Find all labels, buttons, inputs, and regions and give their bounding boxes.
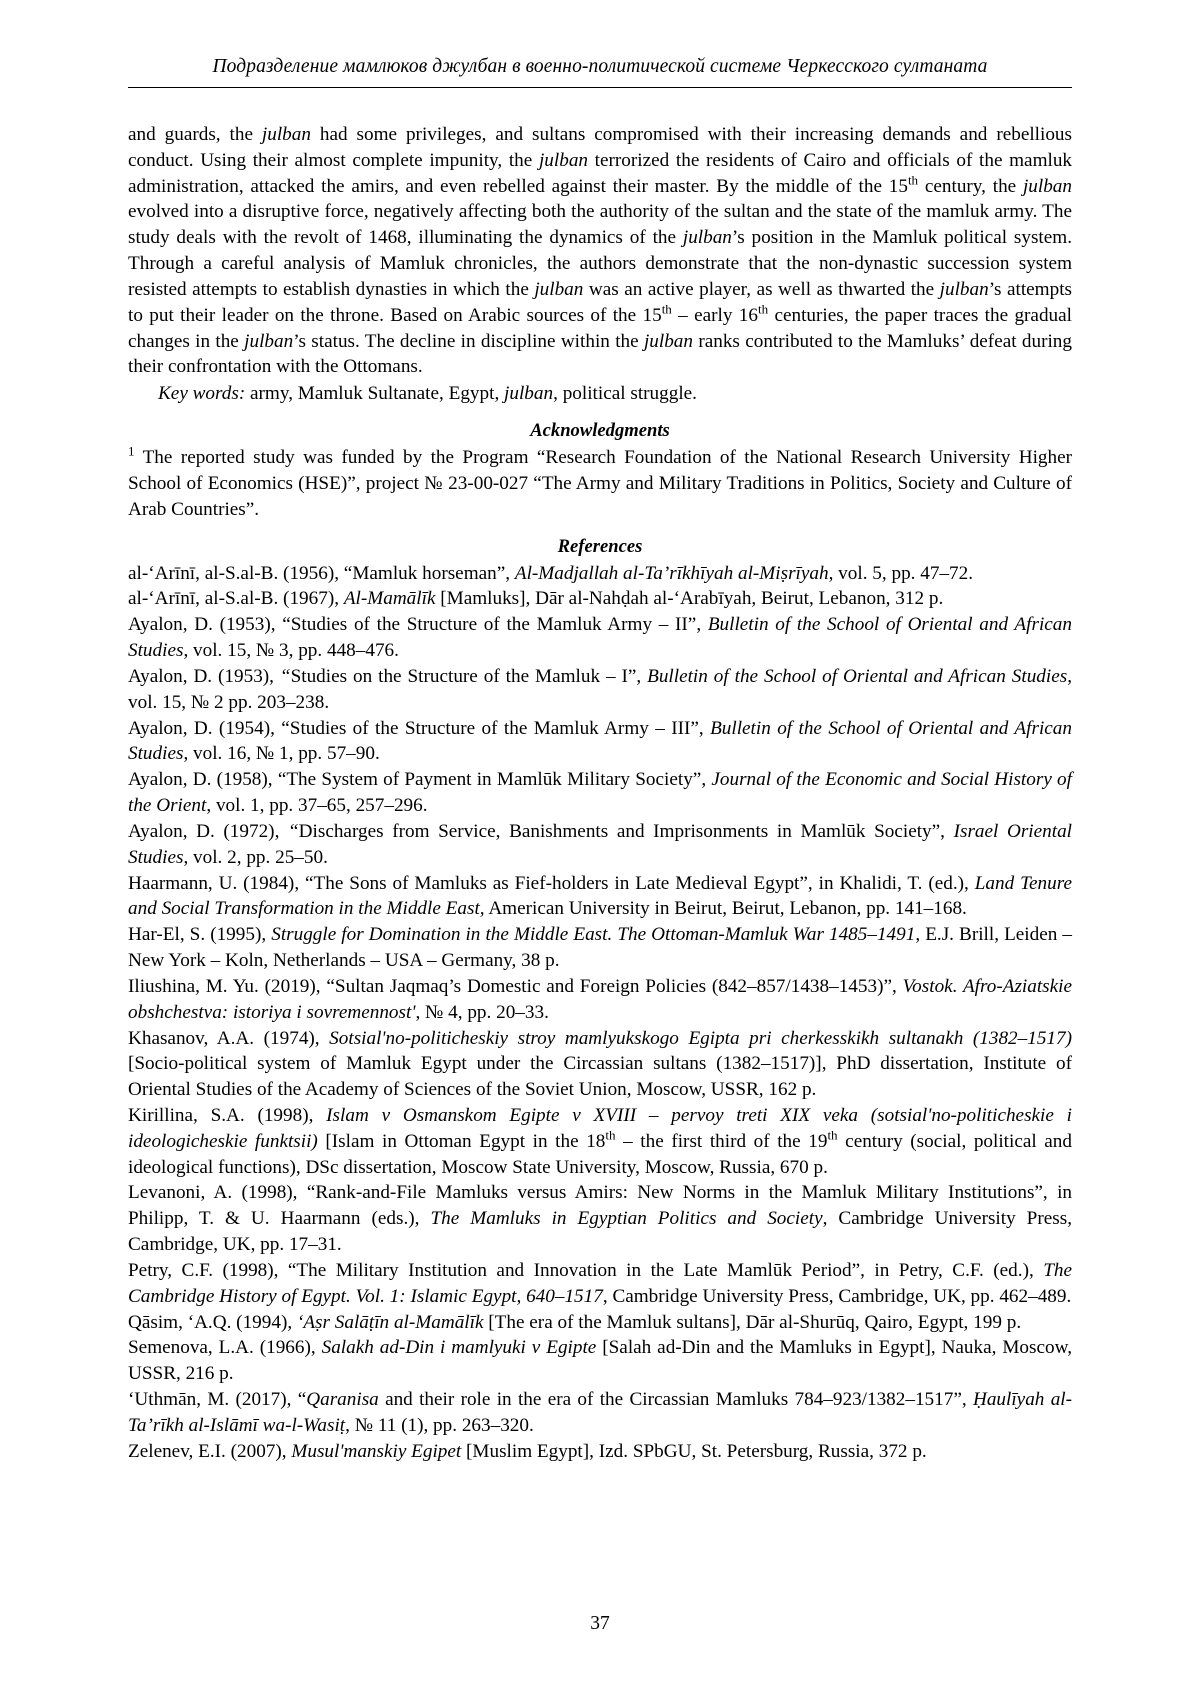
reference-item: Ayalon, D. (1958), “The System of Payment in Mamlūk Military Society”, Journal of the Economic and Social History of the Orient, vol. 1, pp. 37–65, 257–296.	[128, 769, 1072, 817]
reference-item: Levanoni, A. (1998), “Rank-and-File Mamluks versus Amirs: New Norms in the Mamluk Military Institutions”, in Philipp, T. & U. Haarmann (eds.), The Mamluks in Egyptian Politics and Society, Cambridge University Press, Cambridge, UK, pp. 17–31.	[128, 1182, 1072, 1256]
acknowledgments-note: $^1$ The reported study was funded by the Program “Research Foundation of the National Research University Higher School of Economics (HSE)”, project № 23-00-027 “The Army and Military Traditions in Politics, Society and Culture of Arab Countries”.	[128, 443, 1072, 520]
keywords-line: Key words: army, Mamluk Sultanate, Egypt, julban, political struggle.	[158, 383, 697, 405]
reference-item: Zelenev, E.I. (2007), Musul'manskiy Egipet [Muslim Egypt], Izd. SPbGU, St. Petersburg, Russia, 372 p.	[128, 1440, 927, 1462]
reference-item: Ayalon, D. (1954), “Studies of the Structure of the Mamluk Army – III”, Bulletin of the School of Oriental and African Studies, vol. 16, № 1, pp. 57–90.	[128, 717, 1072, 765]
reference-item: Petry, C.F. (1998), “The Military Institution and Innovation in the Late Mamlūk Period”, in Petry, C.F. (ed.), The Cambridge History of Egypt. Vol. 1: Islamic Egypt, 640–1517, Cambridge University Press, Cambridge, UK, pp. 462–489.	[128, 1259, 1072, 1307]
reference-item: al-‘Arīnī, al-S.al-B. (1967), Al-Mamālīk [Mamluks], Dār al-Nahḍah al-‘Arabīyah, Beirut, Lebanon, 312 p.	[128, 588, 944, 610]
abstract-paragraph: and guards, the julban had some privileges, and sultans compromised with their increasing demands and rebellious conduct. Using their almost complete impunity, the julban terrorized the residents of Cairo and officials of the mamluk administration, attacked the amirs, and even rebelled against their master. By the middle of the 15th century, the julban evolved into a disruptive force, negatively affecting both the authority of the sultan and the state of the mamluk army. The study deals with the revolt of 1468, illuminating the dynamics of the julban’s position in the Mamluk political system. Through a careful analysis of Mamluk chronicles, the authors demonstrate that the non-dynastic succession system resisted attempts to establish dynasties in which the julban was an active player, as well as thwarted the julban’s attempts to put their leader on the throne. Based on Arabic sources of the 15th – early 16th centuries, the paper traces the gradual changes in the julban’s status. The decline in discipline within the julban ranks contributed to the Mamluks’ defeat during their confrontation with the Ottomans.	[128, 124, 1073, 378]
running-head: Подразделение мамлюков джулбан в военно-политической системе Черкесского султаната	[128, 56, 1072, 88]
reference-item: Ayalon, D. (1953), “Studies of the Structure of the Mamluk Army – II”, Bulletin of the School of Oriental and African Studies, vol. 15, № 3, pp. 448–476.	[128, 614, 1072, 662]
references-list	[128, 561, 1072, 1465]
page-number: 37	[590, 1613, 610, 1634]
references-heading: References	[557, 535, 643, 557]
reference-item: Qāsim, ‘A.Q. (1994), ‘Aṣr Salāṭīn al-Mamālīk [The era of the Mamluk sultans], Dār al-Shurūq, Qairo, Egypt, 199 p.	[128, 1311, 1022, 1333]
reference-item: Kirillina, S.A. (1998), Islam v Osmanskom Egipte v XVIII – pervoy treti XIX veka (sotsial'no-politicheskie i ideologicheskie funktsii) [Islam in Ottoman Egypt in the 18th – the first third of the 19th century (social, political and ideological functions), DSc dissertation, Moscow State University, Moscow, Russia, 670 p.	[128, 1104, 1072, 1178]
reference-item: ‘Uthmān, M. (2017), “Qaranisa and their role in the era of the Circassian Mamluks 784–923/1382–1517”, Ḥaulīyah al-Ta’rīkh al-Islāmī wa-l-Wasiṭ, № 11 (1), pp. 263–320.	[128, 1389, 1073, 1436]
reference-item: al-‘Arīnī, al-S.al-B. (1956), “Mamluk horseman”, Al-Madjallah al-Ta’rīkhīyah al-Miṣrīyah, vol. 5, pp. 47–72.	[128, 562, 974, 584]
reference-item: Ayalon, D. (1972), “Discharges from Service, Banishments and Imprisonments in Mamlūk Society”, Israel Oriental Studies, vol. 2, pp. 25–50.	[128, 820, 1073, 868]
acknowledgments-heading: Acknowledgments	[530, 420, 670, 442]
reference-item: Haarmann, U. (1984), “The Sons of Mamluks as Fief-holders in Late Medieval Egypt”, in Khalidi, T. (ed.), Land Tenure and Social Transformation in the Middle East, American University in Beirut, Beirut, Lebanon, pp. 141–168.	[128, 872, 1072, 920]
reference-item: Khasanov, A.A. (1974), Sotsial'no-politicheskiy stroy mamlyukskogo Egipta pri cherkesskikh sultanakh (1382–1517) [Socio-political system of Mamluk Egypt under the Circassian sultans (1382–1517)], PhD dissertation, Institute of Oriental Studies of the Academy of Sciences of the Soviet Union, Moscow, USSR, 162 p.	[128, 1027, 1072, 1101]
reference-item: Semenova, L.A. (1966), Salakh ad-Din i mamlyuki v Egipte [Salah ad-Din and the Mamluks in Egypt], Nauka, Moscow, USSR, 216 p.	[128, 1337, 1072, 1385]
reference-item: Ayalon, D. (1953), “Studies on the Structure of the Mamluk – I”, Bulletin of the School of Oriental and African Studies, vol. 15, № 2 pp. 203–238.	[128, 665, 1072, 713]
reference-item: Iliushina, M. Yu. (2019), “Sultan Jaqmaq’s Domestic and Foreign Policies (842–857/1438–1453)”, Vostok. Afro-Aziatskie obshchestva: istoriya i sovremennost', № 4, pp. 20–33.	[128, 975, 1073, 1023]
reference-item: Har-El, S. (1995), Struggle for Domination in the Middle East. The Ottoman-Mamluk War 1485–1491, E.J. Brill, Leiden – New York – Koln, Netherlands – USA – Germany, 38 p.	[128, 924, 1072, 972]
abstract-section	[128, 122, 1072, 407]
